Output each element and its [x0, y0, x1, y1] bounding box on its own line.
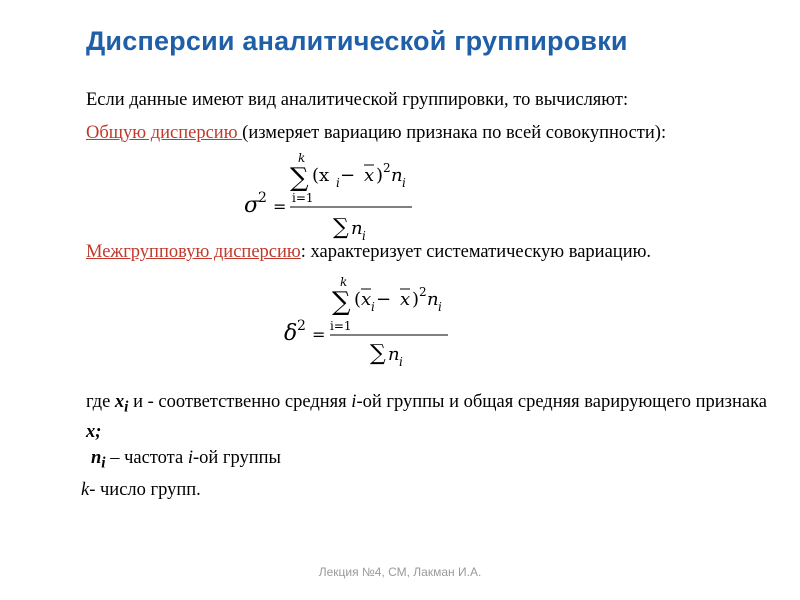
k-text: - число групп.	[89, 480, 201, 500]
ni-i-var: i	[187, 448, 193, 468]
numerator-exponent: 2	[419, 285, 427, 299]
numerator-n-sub: i	[438, 300, 442, 314]
between-variance-formula	[282, 268, 472, 372]
sum-upper-limit: k	[298, 151, 306, 165]
x-symbol: x;	[86, 421, 102, 442]
numerator-minus: −	[340, 165, 356, 186]
between-variance-desc: характеризует систематическую вариацию.	[305, 242, 652, 262]
total-variance-formula	[240, 146, 430, 250]
numerator-minus: −	[376, 289, 392, 310]
between-variance-colon: :	[300, 242, 306, 262]
sum-symbol: ∑	[290, 163, 309, 193]
ni-subscript: i	[101, 454, 106, 472]
denominator-sum: ∑	[370, 341, 386, 366]
sum-symbol: ∑	[332, 287, 351, 317]
numerator-x-sub: i	[336, 176, 340, 190]
sigma-symbol: σ	[244, 193, 260, 218]
where-mid: и - соответственно средняя	[128, 392, 352, 412]
equals-sign: =	[312, 325, 326, 344]
where-prefix: где	[86, 392, 115, 412]
denominator-sum: ∑	[333, 215, 349, 240]
ni-symbol: n	[91, 448, 102, 468]
sum-lower-limit: i=1	[292, 191, 314, 205]
denominator-n: n	[388, 344, 400, 365]
total-variance-formula-svg	[240, 146, 430, 246]
total-variance-term: Общую дисперсию	[86, 123, 243, 143]
delta-exponent: 2	[297, 318, 306, 334]
total-variance-paragraph	[48, 121, 776, 145]
sum-upper-limit: k	[340, 275, 348, 289]
xi-symbol: x	[114, 392, 125, 412]
xi-subscript: i	[124, 398, 129, 416]
numerator-xbar-i-sub: i	[371, 300, 375, 314]
denominator-n-sub: i	[399, 355, 403, 368]
k-symbol: k	[81, 480, 90, 500]
sum-lower-limit: i=1	[330, 319, 352, 333]
ni-text1: – частота	[105, 448, 188, 468]
between-variance-paragraph	[48, 240, 776, 264]
numerator-n: n	[427, 289, 439, 310]
between-variance-term: Межгрупповую дисперсию	[86, 242, 301, 262]
where-mid2: -ой группы и общая средняя варирующего признака	[356, 392, 768, 412]
ni-text2: -ой группы	[192, 448, 281, 468]
numerator-xbar-i: x	[361, 289, 372, 310]
numerator-open: (x	[312, 165, 330, 186]
numerator-exponent: 2	[383, 161, 391, 175]
equals-sign: =	[273, 197, 287, 216]
numerator-xbar: x	[400, 289, 411, 310]
delta-symbol: δ	[284, 321, 298, 346]
sigma-exponent: 2	[258, 190, 267, 206]
denominator-n: n	[351, 218, 363, 239]
ni-line	[48, 446, 781, 476]
numerator-n-sub: i	[402, 176, 406, 190]
between-variance-formula-svg	[282, 268, 472, 368]
numerator-open: (	[354, 289, 362, 310]
k-line	[48, 478, 771, 502]
where-paragraph	[48, 390, 776, 444]
denominator-n-sub: i	[362, 229, 366, 243]
intro-text: Если данные имеют вид аналитической группировки, то вычисляют:	[86, 90, 629, 110]
total-variance-desc: (измеряет вариацию признака по всей совокупности):	[242, 123, 667, 143]
where-i-var: i	[351, 392, 357, 412]
footer-text: Лекция №4, СМ, Лакман И.А.	[318, 565, 482, 579]
numerator-n: n	[391, 165, 403, 186]
numerator-close: )	[412, 289, 420, 310]
numerator-xbar: x	[364, 165, 375, 186]
numerator-close: )	[376, 165, 384, 186]
slide-title: Дисперсии аналитической группировки	[86, 26, 628, 56]
